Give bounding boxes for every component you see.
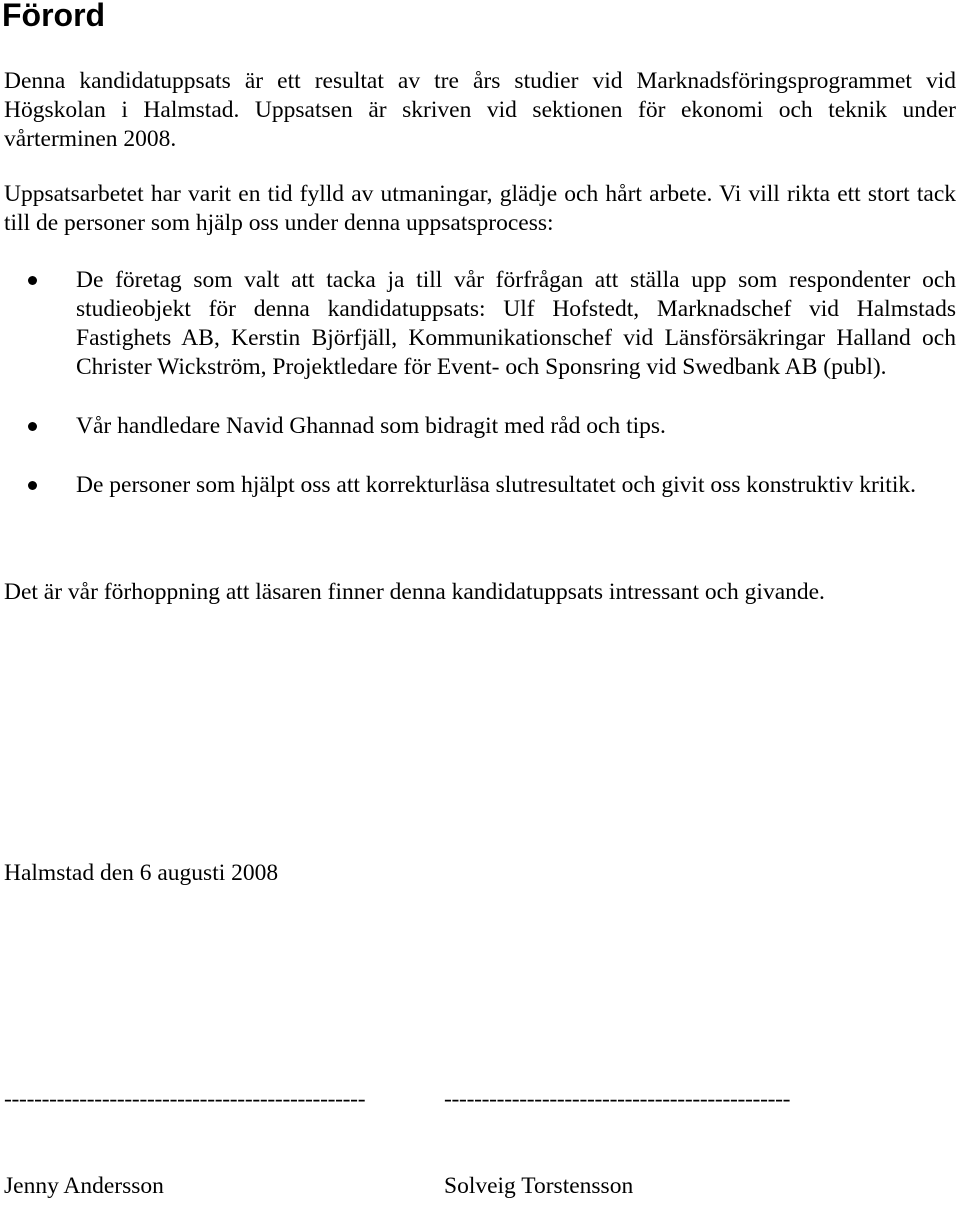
list-item [0,266,956,382]
acknowledgement-list [0,266,956,500]
thanks-paragraph: Uppsatsarbetet har varit en tid fylld av utmaningar, glädje och hårt arbete. Vi vill rikta ett stort tack till de personer som hjälp oss under denna uppsatsprocess: [4,181,956,236]
bullet-icon [28,276,37,285]
list-item [0,471,956,500]
signature-name: Jenny Andersson [4,1173,164,1199]
signature-name: Solveig Torstensson [444,1173,634,1199]
bullet-icon [28,481,37,490]
signature-line: ------------------------------------------------ [4,1086,366,1112]
list-item-text: De företag som valt att tacka ja till vår förfrågan att ställa upp som respondenter och studieobjekt för denna kandidatuppsats: Ulf Hofstedt, Marknadschef vid Halmstads Fastighets AB, Kerstin Björfjäll, Kommunikationschef vid Länsförsäkringar Halland och Christer Wickström, Projektledare för Event- och Sponsring vid Swedbank AB (publ). [76,267,956,380]
list-item-text: Vår handledare Navid Ghannad som bidragit med råd och tips. [76,413,666,439]
closing-paragraph: Det är vår förhoppning att läsaren finner denna kandidatuppsats intressant och givande. [4,579,825,605]
page-title: Förord [2,0,106,33]
intro-paragraph: Denna kandidatuppsats är ett resultat av tre års studier vid Marknadsföringsprogrammet vid Högskolan i Halmstad. Uppsatsen är skriven vid sektionen för ekonomi och teknik under vårterminen 2008. [4,68,956,152]
place-date: Halmstad den 6 augusti 2008 [4,860,279,886]
signature-block-left [4,1027,365,1230]
bullet-icon [28,422,37,431]
list-item [0,412,956,441]
signature-line: ---------------------------------------------- [444,1086,791,1112]
signature-block-right [444,1027,790,1230]
list-item-text: De personer som hjälpt oss att korrekturläsa slutresultatet och givit oss konstruktiv kritik. [76,472,916,498]
